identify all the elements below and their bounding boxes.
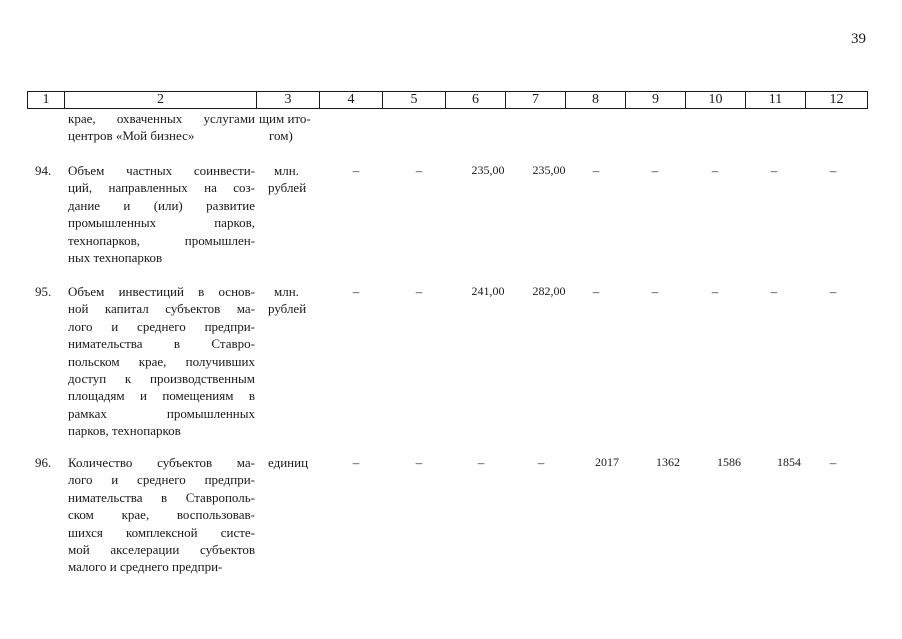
- indicator-name-line: доступ к производственным: [68, 371, 255, 387]
- value-col-4: –: [352, 163, 360, 178]
- indicator-name-line: мой акселерации субъектов: [68, 542, 255, 558]
- indicator-name-line: дание и (или) развитие: [68, 197, 255, 213]
- indicator-name-line: промышленных парков,: [68, 215, 255, 231]
- indicator-name: [68, 162, 255, 266]
- value-col-4: –: [352, 455, 360, 470]
- value-col-4: –: [352, 284, 360, 299]
- unit-line: единиц: [268, 455, 309, 470]
- indicator-name-line: парков, технопарков: [68, 423, 181, 439]
- indicator-name-line: рамках промышленных: [68, 405, 255, 421]
- value-col-6: 241,00: [471, 284, 505, 298]
- value-col-8: 2017: [595, 455, 619, 469]
- column-header-12: 12: [806, 92, 868, 109]
- value-col-10: 1586: [717, 455, 741, 469]
- unit-of-measure: [268, 454, 323, 471]
- indicator-name-line: ций, направленных на соз-: [68, 180, 255, 196]
- unit-line: рублей: [268, 180, 307, 196]
- column-header-10: 10: [686, 92, 746, 109]
- continuation-name-line-2: центров «Мой бизнес»: [68, 128, 195, 144]
- value-col-9: –: [651, 163, 659, 178]
- column-header-1: 1: [28, 92, 65, 109]
- unit-of-measure: [268, 283, 323, 318]
- value-col-11: –: [770, 284, 778, 299]
- value-col-6: 235,00: [471, 163, 505, 177]
- value-col-12: –: [829, 163, 837, 178]
- value-col-7: 235,00: [532, 163, 566, 177]
- indicator-name-line: нимательства в Ставро-: [68, 336, 255, 352]
- column-header-8: 8: [566, 92, 626, 109]
- value-col-11: –: [770, 163, 778, 178]
- indicator-name-line: площадям и помещениям в: [68, 388, 255, 404]
- indicator-name-line: польском крае, получивших: [68, 353, 255, 369]
- column-header-11: 11: [746, 92, 806, 109]
- continuation-unit-line-1: щим ито-: [259, 111, 311, 126]
- indicator-name-line: ной капитал субъектов ма-: [68, 301, 255, 317]
- indicator-name: [68, 454, 255, 576]
- column-header-3: 3: [257, 92, 320, 109]
- value-col-10: –: [711, 284, 719, 299]
- value-col-12: –: [829, 455, 837, 470]
- indicator-name-line: ском крае, воспользовав-: [68, 507, 255, 523]
- value-col-8: –: [592, 284, 600, 299]
- unit-line: рублей: [268, 301, 307, 317]
- indicator-name-line: лого и среднего предпри-: [68, 472, 255, 488]
- indicator-name-line: шихся комплексной систе-: [68, 524, 255, 540]
- column-header-7: 7: [506, 92, 566, 109]
- value-col-5: –: [415, 284, 423, 299]
- column-header-6: 6: [446, 92, 506, 109]
- value-col-11: 1854: [777, 455, 801, 469]
- indicator-name-line: лого и среднего предпри-: [68, 318, 255, 334]
- unit-line: млн.: [274, 163, 299, 178]
- value-col-7: 282,00: [532, 284, 566, 298]
- value-col-10: –: [711, 163, 719, 178]
- indicator-name-line: Объем инвестиций в основ-: [68, 284, 255, 299]
- indicator-name-line: нимательства в Ставрополь-: [68, 489, 255, 505]
- value-col-8: –: [592, 163, 600, 178]
- page-number: 39: [851, 31, 866, 47]
- value-col-9: 1362: [656, 455, 680, 469]
- indicator-name-line: технопарков, промышлен-: [68, 232, 255, 248]
- continuation-indicator-name: [68, 110, 255, 145]
- indicator-name-line: Количество субъектов ма-: [68, 455, 255, 470]
- continuation-unit: [259, 110, 323, 145]
- column-header-9: 9: [626, 92, 686, 109]
- unit-of-measure: [268, 162, 323, 197]
- column-header-5: 5: [383, 92, 446, 109]
- row-number: 96.: [35, 455, 52, 470]
- continuation-unit-line-2: гом): [269, 128, 293, 144]
- unit-line: млн.: [274, 284, 299, 299]
- indicator-name-line: Объем частных соинвести-: [68, 163, 255, 178]
- value-col-7: –: [537, 455, 545, 470]
- value-col-6: –: [477, 455, 485, 470]
- value-col-5: –: [415, 455, 423, 470]
- column-number-header: [27, 91, 868, 109]
- indicator-name-line: малого и среднего предпри-: [68, 559, 223, 575]
- row-number: 95.: [35, 284, 52, 299]
- indicator-name: [68, 283, 255, 440]
- value-col-9: –: [651, 284, 659, 299]
- indicator-name-line: ных технопарков: [68, 250, 163, 266]
- continuation-name-line-1: крае, охваченных услугами: [68, 111, 255, 126]
- column-header-2: 2: [65, 92, 257, 109]
- column-header-4: 4: [320, 92, 383, 109]
- value-col-5: –: [415, 163, 423, 178]
- row-number: 94.: [35, 163, 52, 178]
- value-col-12: –: [829, 284, 837, 299]
